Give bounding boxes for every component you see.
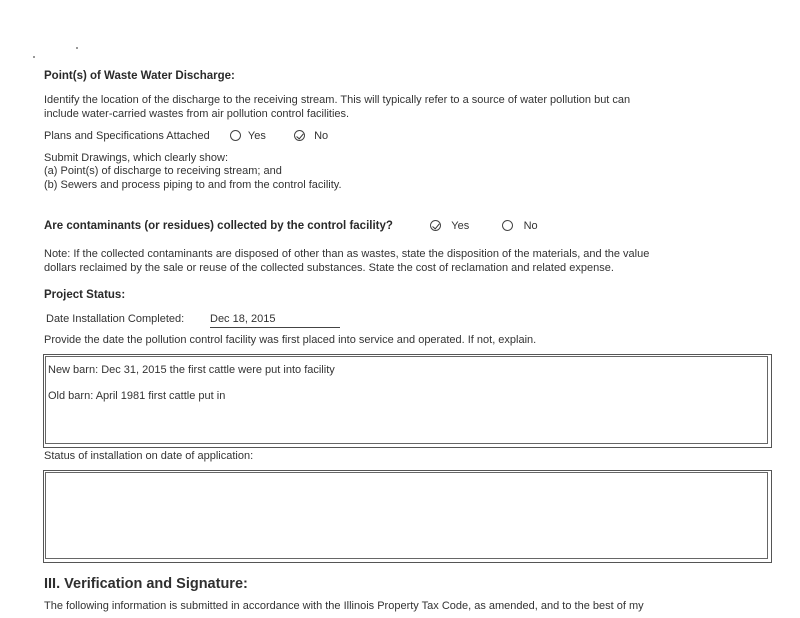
plans-yes-label: Yes [247,130,266,142]
contaminants-yes-label: Yes [451,220,470,232]
contaminants-yes-radio[interactable] [430,220,441,231]
contaminants-no-label: No [523,220,538,232]
project-status-heading: Project Status: [44,289,126,301]
verification-text: The following information is submitted in accordance with the Illinois Property Tax Code, as amended, and to the best of my [44,600,644,612]
plans-no-label: No [314,130,329,142]
date-installation-field[interactable]: Dec 18, 2015 [210,313,340,328]
contaminants-note-line-1: Note: If the collected contaminants are disposed of other than as wastes, state the disposition of the materials, and the value [44,248,650,260]
plans-no-radio[interactable] [294,130,305,141]
date-installation-label: Date Installation Completed: [46,313,185,325]
plans-attached-label: Plans and Specifications Attached [44,130,210,142]
service-date-prompt: Provide the date the pollution control facility was first placed into service and operated. If not, explain. [44,334,537,346]
plans-yes-radio[interactable] [230,130,241,141]
scan-speck [76,47,78,49]
contaminants-row [44,216,538,234]
waste-water-description-line-2: include water-carried wastes from air pollution control facilities. [44,108,350,120]
status-of-installation-textarea-frame [45,472,768,559]
submit-drawings-line-1: Submit Drawings, which clearly show: [44,152,229,164]
submit-drawings-line-3: (b) Sewers and process piping to and from the control facility. [44,179,342,191]
contaminants-no-radio[interactable] [502,220,513,231]
status-of-installation-textarea[interactable] [43,470,772,563]
service-date-line-1: New barn: Dec 31, 2015 the first cattle were put into facility [48,364,335,376]
service-date-textarea[interactable] [43,354,772,448]
service-date-line-2: Old barn: April 1981 first cattle put in [48,390,226,402]
waste-water-heading: Point(s) of Waste Water Discharge: [44,70,235,82]
verification-heading: III. Verification and Signature: [44,576,248,592]
plans-attached-row [44,130,328,143]
status-of-installation-label: Status of installation on date of application: [44,450,254,462]
contaminants-note-line-2: dollars reclaimed by the sale or reuse of the collected substances. State the cost of reclamation and related expense. [44,262,614,274]
contaminants-question: Are contaminants (or residues) collected by the control facility? [44,220,393,232]
scan-speck [33,56,35,58]
waste-water-description-line-1: Identify the location of the discharge to the receiving stream. This will typically refer to a source of water pollution but can [44,94,631,106]
submit-drawings-line-2: (a) Point(s) of discharge to receiving stream; and [44,165,282,177]
